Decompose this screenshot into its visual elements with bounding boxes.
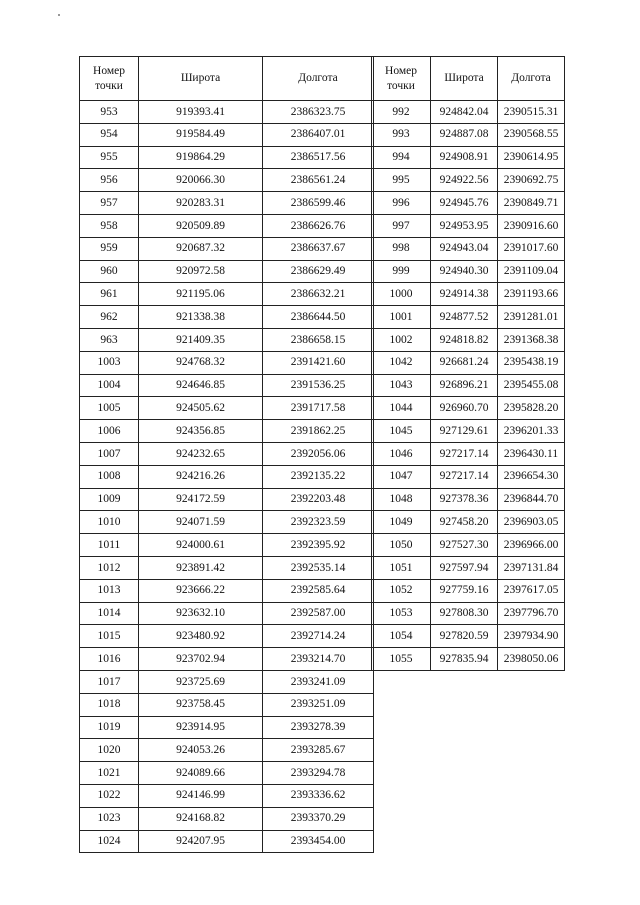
table-row (80, 214, 374, 237)
cell-longitude: 2397934.90 (498, 625, 565, 648)
cell-point-number: 1020 (80, 739, 139, 762)
cell-longitude: 2396903.05 (498, 511, 565, 534)
cell-latitude: 924216.26 (139, 465, 263, 488)
cell-point-number: 1042 (372, 351, 431, 374)
cell-point-number: 1048 (372, 488, 431, 511)
cell-latitude: 924172.59 (139, 488, 263, 511)
cell-longitude: 2392135.22 (263, 465, 374, 488)
cell-latitude: 924232.65 (139, 442, 263, 465)
cell-point-number: 955 (80, 146, 139, 169)
cell-longitude: 2391281.01 (498, 306, 565, 329)
cell-point-number: 1023 (80, 807, 139, 830)
cell-longitude: 2392395.92 (263, 534, 374, 557)
cell-point-number: 1019 (80, 716, 139, 739)
cell-longitude: 2393370.29 (263, 807, 374, 830)
cell-latitude: 924842.04 (431, 101, 498, 124)
table-row (80, 101, 374, 124)
cell-longitude: 2386644.50 (263, 306, 374, 329)
table-row (80, 739, 374, 762)
cell-latitude: 924940.30 (431, 260, 498, 283)
cell-point-number: 1054 (372, 625, 431, 648)
cell-latitude: 924914.38 (431, 283, 498, 306)
cell-latitude: 927217.14 (431, 465, 498, 488)
cell-longitude: 2386658.15 (263, 328, 374, 351)
cell-latitude: 926896.21 (431, 374, 498, 397)
table-row (80, 716, 374, 739)
cell-longitude: 2392203.48 (263, 488, 374, 511)
cell-point-number: 1005 (80, 397, 139, 420)
table-row (80, 465, 374, 488)
cell-point-number: 992 (372, 101, 431, 124)
cell-point-number: 1024 (80, 830, 139, 853)
table-row (372, 283, 565, 306)
cell-latitude: 919393.41 (139, 101, 263, 124)
cell-point-number: 1014 (80, 602, 139, 625)
cell-point-number: 1043 (372, 374, 431, 397)
table-row (372, 556, 565, 579)
cell-latitude: 927835.94 (431, 648, 498, 671)
table-row (80, 762, 374, 785)
cell-latitude: 924953.95 (431, 214, 498, 237)
cell-point-number: 954 (80, 123, 139, 146)
cell-latitude: 923632.10 (139, 602, 263, 625)
cell-point-number: 1013 (80, 579, 139, 602)
cell-longitude: 2391536.25 (263, 374, 374, 397)
table-row (80, 328, 374, 351)
table-row (372, 169, 565, 192)
table-body-right (372, 101, 565, 671)
cell-latitude: 924207.95 (139, 830, 263, 853)
cell-longitude: 2386599.46 (263, 192, 374, 215)
table-row (80, 442, 374, 465)
cell-longitude: 2386517.56 (263, 146, 374, 169)
table-row (80, 351, 374, 374)
cell-point-number: 998 (372, 237, 431, 260)
cell-latitude: 924922.56 (431, 169, 498, 192)
cell-latitude: 923891.42 (139, 556, 263, 579)
table-row (372, 237, 565, 260)
table-row (80, 237, 374, 260)
header-latitude: Широта (139, 57, 263, 101)
cell-point-number: 1004 (80, 374, 139, 397)
cell-longitude: 2386561.24 (263, 169, 374, 192)
cell-point-number: 960 (80, 260, 139, 283)
table-row (372, 579, 565, 602)
cell-latitude: 926960.70 (431, 397, 498, 420)
cell-point-number: 959 (80, 237, 139, 260)
cell-latitude: 924089.66 (139, 762, 263, 785)
cell-point-number: 1001 (372, 306, 431, 329)
cell-longitude: 2393285.67 (263, 739, 374, 762)
cell-longitude: 2393294.78 (263, 762, 374, 785)
table-row (372, 192, 565, 215)
cell-point-number: 1052 (372, 579, 431, 602)
cell-point-number: 993 (372, 123, 431, 146)
cell-latitude: 927597.94 (431, 556, 498, 579)
cell-longitude: 2393278.39 (263, 716, 374, 739)
cell-point-number: 953 (80, 101, 139, 124)
cell-latitude: 924646.85 (139, 374, 263, 397)
coordinates-table-left (79, 56, 374, 853)
table-row (372, 397, 565, 420)
cell-longitude: 2392714.24 (263, 625, 374, 648)
cell-longitude: 2395438.19 (498, 351, 565, 374)
cell-longitude: 2391717.58 (263, 397, 374, 420)
cell-latitude: 921195.06 (139, 283, 263, 306)
table-row (372, 214, 565, 237)
cell-latitude: 924943.04 (431, 237, 498, 260)
cell-longitude: 2393454.00 (263, 830, 374, 853)
cell-latitude: 927527.30 (431, 534, 498, 557)
cell-point-number: 1050 (372, 534, 431, 557)
table-row (80, 830, 374, 853)
cell-point-number: 958 (80, 214, 139, 237)
cell-point-number: 1006 (80, 420, 139, 443)
cell-longitude: 2391193.66 (498, 283, 565, 306)
cell-latitude: 924908.91 (431, 146, 498, 169)
cell-point-number: 957 (80, 192, 139, 215)
table-row (80, 260, 374, 283)
cell-latitude: 920972.58 (139, 260, 263, 283)
cell-point-number: 1000 (372, 283, 431, 306)
header-point-number: Номер точки (372, 57, 431, 101)
cell-point-number: 1010 (80, 511, 139, 534)
table-body-left (80, 101, 374, 853)
cell-point-number: 1022 (80, 784, 139, 807)
scan-speck (58, 14, 60, 16)
cell-point-number: 995 (372, 169, 431, 192)
cell-point-number: 997 (372, 214, 431, 237)
table-row (80, 693, 374, 716)
table-header-row (372, 57, 565, 101)
cell-longitude: 2386632.21 (263, 283, 374, 306)
table-row (372, 123, 565, 146)
cell-longitude: 2391862.25 (263, 420, 374, 443)
table-row (80, 283, 374, 306)
cell-longitude: 2398050.06 (498, 648, 565, 671)
table-row (372, 374, 565, 397)
cell-latitude: 923758.45 (139, 693, 263, 716)
cell-point-number: 1049 (372, 511, 431, 534)
table-row (80, 306, 374, 329)
cell-longitude: 2386323.75 (263, 101, 374, 124)
cell-latitude: 924877.52 (431, 306, 498, 329)
cell-latitude: 924168.82 (139, 807, 263, 830)
cell-latitude: 919584.49 (139, 123, 263, 146)
header-point-number: Номер точки (80, 57, 139, 101)
cell-point-number: 999 (372, 260, 431, 283)
cell-latitude: 927129.61 (431, 420, 498, 443)
cell-point-number: 1021 (80, 762, 139, 785)
table-row (372, 442, 565, 465)
table-row (372, 602, 565, 625)
header-latitude: Широта (431, 57, 498, 101)
table-row (372, 648, 565, 671)
cell-longitude: 2386629.49 (263, 260, 374, 283)
table-row (80, 648, 374, 671)
cell-point-number: 1007 (80, 442, 139, 465)
cell-longitude: 2396201.33 (498, 420, 565, 443)
coordinates-table-right (371, 56, 565, 671)
cell-longitude: 2390849.71 (498, 192, 565, 215)
cell-longitude: 2391421.60 (263, 351, 374, 374)
cell-latitude: 924356.85 (139, 420, 263, 443)
table-row (80, 784, 374, 807)
header-longitude: Долгота (263, 57, 374, 101)
cell-point-number: 963 (80, 328, 139, 351)
cell-latitude: 924146.99 (139, 784, 263, 807)
cell-point-number: 1015 (80, 625, 139, 648)
cell-point-number: 996 (372, 192, 431, 215)
cell-longitude: 2396654.30 (498, 465, 565, 488)
cell-point-number: 1008 (80, 465, 139, 488)
cell-point-number: 956 (80, 169, 139, 192)
table-row (80, 169, 374, 192)
table-row (80, 556, 374, 579)
cell-latitude: 923725.69 (139, 670, 263, 693)
cell-point-number: 1012 (80, 556, 139, 579)
table-row (372, 328, 565, 351)
table-row (372, 534, 565, 557)
cell-longitude: 2393336.62 (263, 784, 374, 807)
cell-longitude: 2390692.75 (498, 169, 565, 192)
cell-longitude: 2391368.38 (498, 328, 565, 351)
table-row (372, 420, 565, 443)
cell-latitude: 923666.22 (139, 579, 263, 602)
cell-latitude: 924887.08 (431, 123, 498, 146)
cell-latitude: 924768.32 (139, 351, 263, 374)
table-row (80, 534, 374, 557)
table-row (80, 511, 374, 534)
cell-latitude: 920066.30 (139, 169, 263, 192)
table-row (372, 488, 565, 511)
table-row (372, 511, 565, 534)
cell-point-number: 1018 (80, 693, 139, 716)
cell-latitude: 920687.32 (139, 237, 263, 260)
cell-latitude: 924000.61 (139, 534, 263, 557)
cell-latitude: 924505.62 (139, 397, 263, 420)
cell-longitude: 2393241.09 (263, 670, 374, 693)
cell-longitude: 2396430.11 (498, 442, 565, 465)
table-row (80, 374, 374, 397)
cell-point-number: 1017 (80, 670, 139, 693)
table-row (80, 420, 374, 443)
cell-longitude: 2392535.14 (263, 556, 374, 579)
cell-latitude: 920509.89 (139, 214, 263, 237)
table-row (372, 465, 565, 488)
cell-latitude: 920283.31 (139, 192, 263, 215)
table-row (80, 397, 374, 420)
cell-longitude: 2386637.67 (263, 237, 374, 260)
cell-longitude: 2397796.70 (498, 602, 565, 625)
cell-longitude: 2390515.31 (498, 101, 565, 124)
cell-longitude: 2391017.60 (498, 237, 565, 260)
cell-longitude: 2396966.00 (498, 534, 565, 557)
table-row (80, 123, 374, 146)
cell-latitude: 924818.82 (431, 328, 498, 351)
table-row (372, 306, 565, 329)
cell-longitude: 2386407.01 (263, 123, 374, 146)
cell-point-number: 962 (80, 306, 139, 329)
cell-latitude: 924071.59 (139, 511, 263, 534)
cell-latitude: 923480.92 (139, 625, 263, 648)
cell-longitude: 2395828.20 (498, 397, 565, 420)
cell-point-number: 1045 (372, 420, 431, 443)
cell-latitude: 927808.30 (431, 602, 498, 625)
cell-longitude: 2390614.95 (498, 146, 565, 169)
table-row (80, 488, 374, 511)
cell-point-number: 1009 (80, 488, 139, 511)
table-row (80, 807, 374, 830)
table-row (372, 101, 565, 124)
cell-latitude: 924053.26 (139, 739, 263, 762)
table-row (372, 146, 565, 169)
cell-longitude: 2392585.64 (263, 579, 374, 602)
cell-point-number: 994 (372, 146, 431, 169)
cell-point-number: 961 (80, 283, 139, 306)
cell-point-number: 1053 (372, 602, 431, 625)
cell-point-number: 1047 (372, 465, 431, 488)
table-row (372, 351, 565, 374)
cell-point-number: 1055 (372, 648, 431, 671)
cell-longitude: 2392587.00 (263, 602, 374, 625)
header-longitude: Долгота (498, 57, 565, 101)
cell-point-number: 1051 (372, 556, 431, 579)
cell-longitude: 2386626.76 (263, 214, 374, 237)
table-row (80, 579, 374, 602)
cell-latitude: 924945.76 (431, 192, 498, 215)
cell-point-number: 1003 (80, 351, 139, 374)
cell-point-number: 1016 (80, 648, 139, 671)
cell-longitude: 2393214.70 (263, 648, 374, 671)
cell-latitude: 923702.94 (139, 648, 263, 671)
cell-point-number: 1044 (372, 397, 431, 420)
cell-latitude: 927820.59 (431, 625, 498, 648)
table-row (372, 260, 565, 283)
cell-latitude: 927378.36 (431, 488, 498, 511)
cell-longitude: 2393251.09 (263, 693, 374, 716)
table-row (80, 192, 374, 215)
cell-latitude: 921409.35 (139, 328, 263, 351)
cell-point-number: 1002 (372, 328, 431, 351)
cell-longitude: 2396844.70 (498, 488, 565, 511)
cell-longitude: 2395455.08 (498, 374, 565, 397)
cell-longitude: 2390568.55 (498, 123, 565, 146)
cell-latitude: 927217.14 (431, 442, 498, 465)
cell-latitude: 927458.20 (431, 511, 498, 534)
cell-longitude: 2397131.84 (498, 556, 565, 579)
cell-latitude: 927759.16 (431, 579, 498, 602)
table-row (80, 670, 374, 693)
table-row (80, 146, 374, 169)
cell-latitude: 923914.95 (139, 716, 263, 739)
cell-latitude: 921338.38 (139, 306, 263, 329)
table-row (80, 602, 374, 625)
table-row (80, 625, 374, 648)
table-row (372, 625, 565, 648)
table-header-row (80, 57, 374, 101)
cell-longitude: 2392056.06 (263, 442, 374, 465)
cell-latitude: 919864.29 (139, 146, 263, 169)
cell-longitude: 2391109.04 (498, 260, 565, 283)
cell-longitude: 2397617.05 (498, 579, 565, 602)
cell-longitude: 2390916.60 (498, 214, 565, 237)
cell-point-number: 1011 (80, 534, 139, 557)
cell-latitude: 926681.24 (431, 351, 498, 374)
cell-point-number: 1046 (372, 442, 431, 465)
cell-longitude: 2392323.59 (263, 511, 374, 534)
